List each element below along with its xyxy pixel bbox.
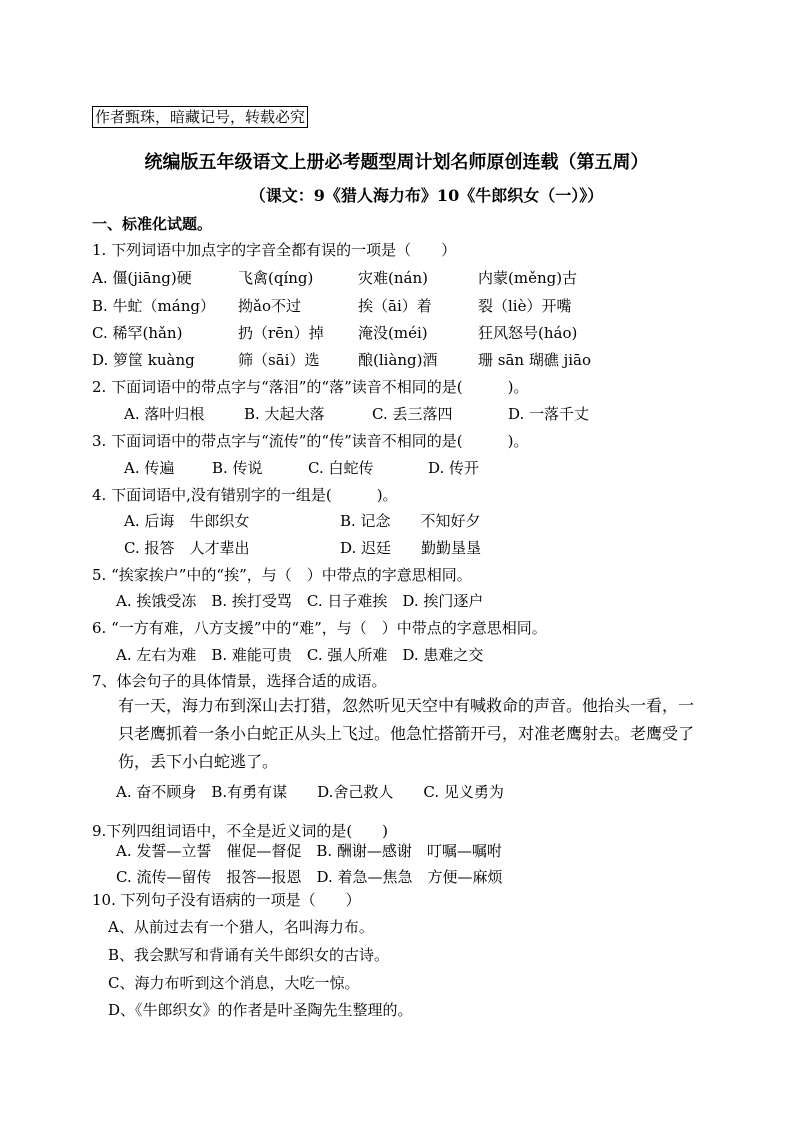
q1-option-a-2: 飞禽(qíng): [238, 269, 314, 287]
q3-option-d: D. 传开: [428, 459, 480, 477]
q1-option-c-1: C. 稀罕(hǎn): [92, 324, 183, 342]
q1-option-d-2: 筛（sāi）选: [238, 351, 320, 369]
question-5-options: A. 挨饿受冻 B. 挨打受骂 C. 日子难挨 D. 挨门逐户: [116, 592, 484, 610]
q10-option-c: C、海力布听到这个消息，大吃一惊。: [108, 974, 360, 992]
section-heading: 一、标准化试题。: [92, 215, 213, 233]
q1-option-b-4: 裂（liè）开嘴: [478, 297, 572, 315]
question-7-options: A. 奋不顾身 B.有勇有谋 D.舍己救人 C. 见义勇为: [116, 783, 504, 801]
q1-option-d-3: 酿(liàng)酒: [358, 351, 438, 369]
question-3-stem: 3. 下面词语中的带点字与“流传”的“传”读音不相同的是( )。: [92, 432, 529, 450]
q3-option-a: A. 传遍: [124, 459, 175, 477]
q2-option-d: D. 一落千丈: [508, 405, 590, 423]
question-7-stem: 7、体会句子的具体情景，选择合适的成语。: [92, 672, 387, 690]
q1-option-b-2: 拗ǎo不过: [238, 297, 301, 315]
copyright-notice: 作者甄珠，暗藏记号，转载必究: [92, 106, 308, 128]
q1-option-d-4: 珊 sān 瑚礁 jiāo: [478, 351, 592, 369]
question-10-stem: 10. 下列句子没有语病的一项是（ ）: [92, 891, 361, 909]
question-9-row-1: A. 发誓—立誓 催促—督促 B. 酬谢—感谢 叮嘱—嘱咐: [116, 842, 502, 860]
question-1-stem: 1. 下列词语中加点字的字音全都有误的一项是（ ）: [92, 241, 457, 259]
q10-option-d: D、《牛郎织女》的作者是叶圣陶先生整理的。: [108, 1001, 413, 1019]
question-2-stem: 2. 下面词语中的带点字与“落泪”的“落”读音不相同的是( )。: [92, 378, 529, 396]
q1-option-c-4: 狂风怒号(háo): [478, 324, 578, 342]
q1-option-a-3: 灾难(nán): [358, 269, 428, 287]
question-9-stem: 9.下列四组词语中，不全是近义词的是( ): [92, 822, 389, 840]
q1-option-c-2: 扔（rēn）掉: [238, 324, 324, 342]
q2-option-c: C. 丢三落四: [372, 405, 453, 423]
q1-option-a-1: A. 僵(jiāng)硬: [92, 269, 192, 287]
q1-option-d-1: D. 箩筐 kuàng: [92, 351, 195, 369]
question-6-stem: 6. “一方有难，八方支援”中的“难”，与（ ）中带点的字意思相同。: [92, 619, 547, 637]
question-4-stem: 4. 下面词语中,没有错别字的一组是( )。: [92, 486, 398, 504]
q3-option-c: C. 白蛇传: [308, 459, 374, 477]
q1-option-b-3: 挨（āi）着: [358, 297, 432, 315]
q4-option-d: D. 迟廷 勤勤垦垦: [340, 539, 482, 557]
question-9-row-2: C. 流传—留传 报答—报恩 D. 着急—焦急 方便—麻烦: [116, 868, 503, 886]
q4-option-b: B. 记念 不知好夕: [340, 512, 481, 530]
q2-option-a: A. 落叶归根: [124, 405, 205, 423]
q2-option-b: B. 大起大落: [244, 405, 325, 423]
q1-option-a-4: 内蒙(měng)古: [478, 269, 578, 287]
q4-option-a: A. 后诲 牛郎织女: [124, 512, 250, 530]
q3-option-b: B. 传说: [212, 459, 263, 477]
q1-option-c-3: 淹没(méi): [358, 324, 428, 342]
question-5-stem: 5. “挨家挨户”中的“挨”，与（ ）中带点的字意思相同。: [92, 566, 472, 584]
page-title: 统编版五年级语文上册必考题型周计划名师原创连载（第五周）: [144, 152, 649, 173]
q4-option-c: C. 报答 人才辈出: [124, 539, 250, 557]
q10-option-b: B、我会默写和背诵有关牛郎织女的古诗。: [108, 946, 390, 964]
page-subtitle: （课文：9《猎人海力布》10《牛郎织女（一）》）: [249, 186, 604, 205]
question-7-passage: 有一天，海力布到深山去打猎，忽然听见天空中有喊救命的声音。他抬头一看，一只老鹰抓着一条小白蛇正从头上飞过。他急忙搭箭开弓，对准老鹰射去。老鹰受了伤，丢下小白蛇逃了。: [118, 696, 695, 771]
question-6-options: A. 左右为难 B. 难能可贵 C. 强人所难 D. 患难之交: [116, 646, 484, 664]
q1-option-b-1: B. 牛虻（máng）: [92, 297, 215, 315]
q10-option-a: A、从前过去有一个猎人，名叫海力布。: [108, 918, 374, 936]
